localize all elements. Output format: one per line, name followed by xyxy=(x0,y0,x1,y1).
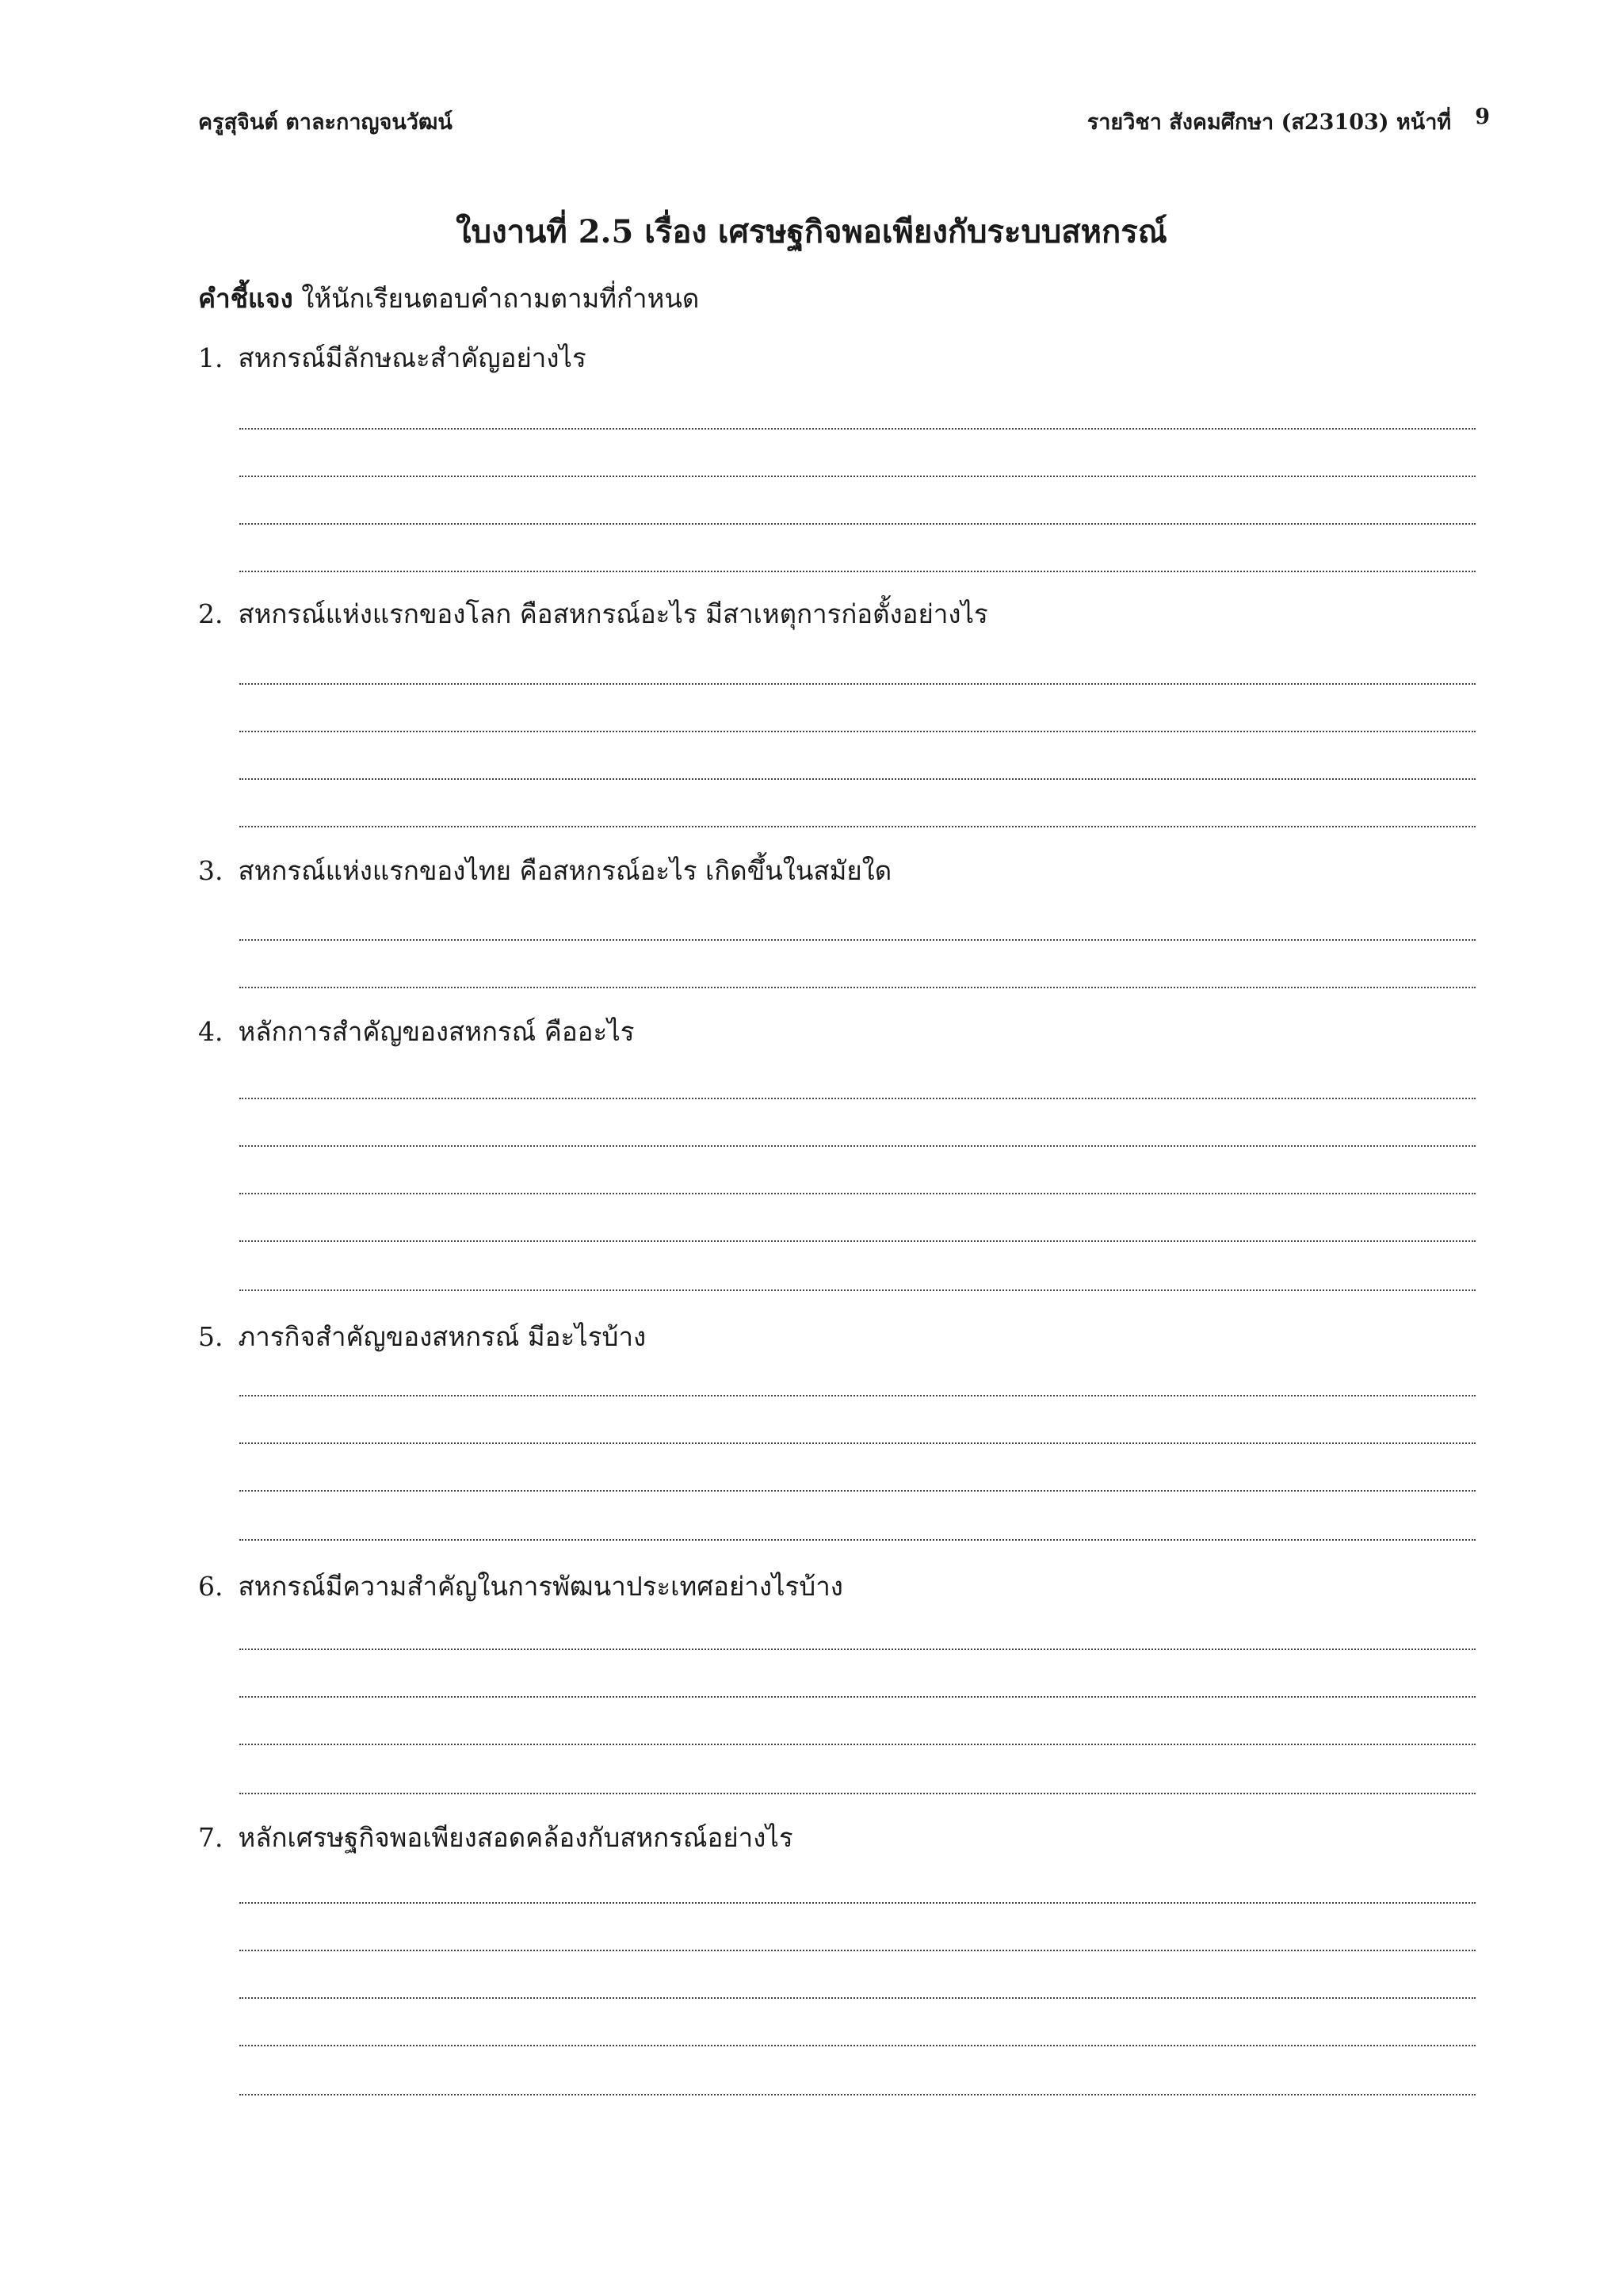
answer-line[interactable] xyxy=(239,523,1476,525)
question-text: ภารกิจสำคัญของสหกรณ์ มีอะไรบ้าง xyxy=(238,1321,647,1352)
instruction-label: คำชี้แจง xyxy=(198,283,293,314)
answer-line[interactable] xyxy=(239,1442,1476,1444)
answer-line[interactable] xyxy=(239,1395,1476,1396)
answer-line[interactable] xyxy=(239,476,1476,477)
answer-line[interactable] xyxy=(239,1902,1476,1904)
question-1 xyxy=(198,337,586,379)
question-number: 4. xyxy=(198,1016,223,1047)
question-4 xyxy=(198,1010,635,1052)
header-author: ครูสุจินต์ ตาละกาญจนวัฒน์ xyxy=(198,110,453,135)
answer-line[interactable] xyxy=(239,571,1476,572)
answer-line[interactable] xyxy=(239,1289,1476,1291)
answer-line[interactable] xyxy=(239,1648,1476,1650)
answer-line[interactable] xyxy=(239,1696,1476,1698)
worksheet-title: ใบงานที่ 2.5 เรื่อง เศรษฐกิจพอเพียงกับระบบสหกรณ์ xyxy=(456,213,1167,250)
answer-line[interactable] xyxy=(239,1997,1476,1999)
question-text: สหกรณ์มีความสำคัญในการพัฒนาประเทศอย่างไรบ้าง xyxy=(238,1571,843,1602)
question-3 xyxy=(198,850,892,892)
question-text: สหกรณ์แห่งแรกของไทย คือสหกรณ์อะไร เกิดขึ้นในสมัยใด xyxy=(238,855,892,886)
question-2 xyxy=(198,593,988,635)
answer-line[interactable] xyxy=(239,1539,1476,1541)
question-5 xyxy=(198,1316,646,1358)
answer-line[interactable] xyxy=(239,2094,1476,2095)
header-subject: รายวิชา สังคมศึกษา (ส23103) หน้าที่ xyxy=(1086,110,1452,135)
question-text: หลักเศรษฐกิจพอเพียงสอดคล้องกับสหกรณ์อย่างไร xyxy=(238,1822,793,1853)
answer-line[interactable] xyxy=(239,987,1476,988)
question-number: 1. xyxy=(198,342,223,373)
instruction-text: ให้นักเรียนตอบคำถามตามที่กำหนด xyxy=(292,283,700,314)
answer-line[interactable] xyxy=(239,731,1476,732)
answer-line[interactable] xyxy=(239,1240,1476,1242)
instruction xyxy=(198,277,699,319)
answer-line[interactable] xyxy=(239,1193,1476,1194)
header-page-number: 9 xyxy=(1475,105,1490,129)
answer-line[interactable] xyxy=(239,1793,1476,1794)
question-number: 2. xyxy=(198,598,223,629)
answer-line[interactable] xyxy=(239,1744,1476,1745)
question-number: 7. xyxy=(198,1822,223,1853)
question-number: 6. xyxy=(198,1571,223,1602)
answer-line[interactable] xyxy=(239,939,1476,941)
answer-line[interactable] xyxy=(239,1490,1476,1492)
question-text: สหกรณ์มีลักษณะสำคัญอย่างไร xyxy=(238,342,586,373)
answer-line[interactable] xyxy=(239,1950,1476,1951)
answer-line[interactable] xyxy=(239,428,1476,430)
answer-line[interactable] xyxy=(239,2045,1476,2046)
answer-line[interactable] xyxy=(239,778,1476,780)
answer-line[interactable] xyxy=(239,1098,1476,1099)
question-text: หลักการสำคัญของสหกรณ์ คืออะไร xyxy=(238,1016,635,1047)
answer-line[interactable] xyxy=(239,1145,1476,1147)
question-6 xyxy=(198,1565,843,1607)
question-text: สหกรณ์แห่งแรกของโลก คือสหกรณ์อะไร มีสาเหตุการก่อตั้งอย่างไร xyxy=(238,598,988,629)
question-7 xyxy=(198,1817,793,1859)
answer-line[interactable] xyxy=(239,683,1476,685)
answer-line[interactable] xyxy=(239,826,1476,827)
question-number: 3. xyxy=(198,855,223,886)
question-number: 5. xyxy=(198,1321,223,1352)
header-right xyxy=(1087,105,1490,139)
